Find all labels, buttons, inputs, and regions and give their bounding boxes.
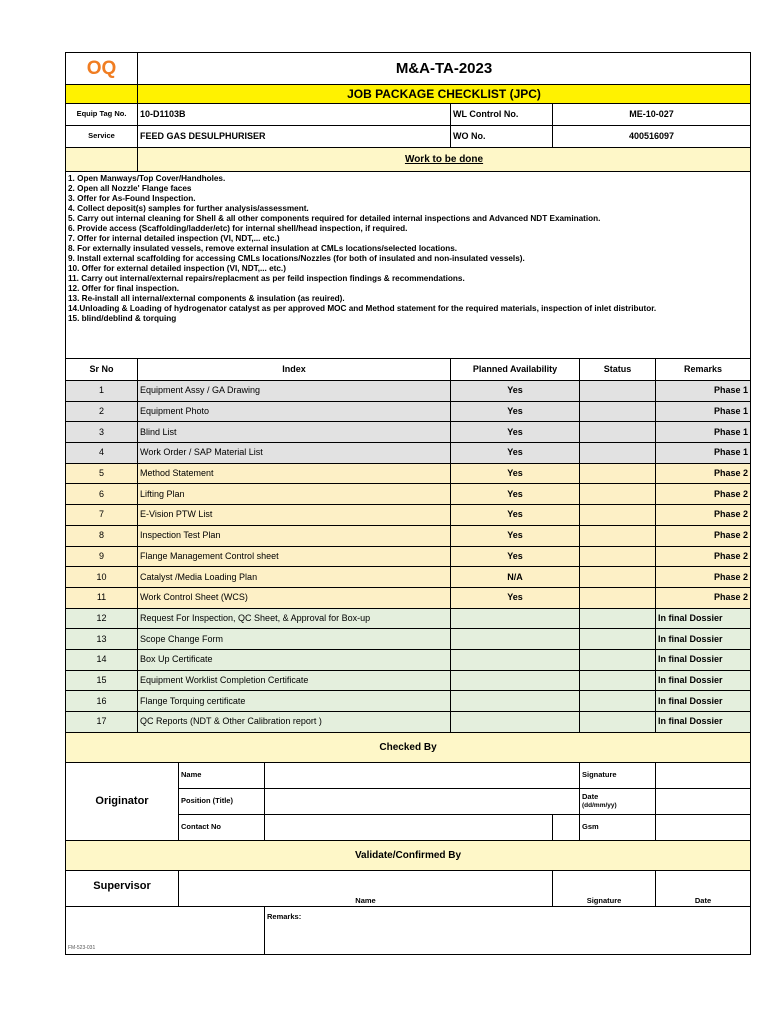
row-sr: 12: [66, 608, 138, 629]
work-line: 4. Collect deposit(s) samples for further analysis/assessment.: [68, 204, 309, 213]
row-index: Flange Torquing certificate: [138, 691, 451, 712]
row-planned: Yes: [451, 381, 580, 402]
row-status: [580, 587, 656, 608]
job-package-checklist: [65, 52, 750, 970]
row-index: Equipment Photo: [138, 401, 451, 422]
row-remarks: In final Dossier: [656, 629, 751, 650]
table-row: [66, 525, 751, 546]
row-sr: 13: [66, 629, 138, 650]
supervisor-name-label: Name: [355, 896, 376, 906]
company-logo: OQ: [66, 53, 138, 85]
row-sr: 10: [66, 567, 138, 588]
row-index: Inspection Test Plan: [138, 525, 451, 546]
originator-label: Originator: [66, 762, 179, 840]
row-remarks: In final Dossier: [656, 649, 751, 670]
row-remarks: Phase 1: [656, 401, 751, 422]
row-status: [580, 505, 656, 526]
originator-name-field[interactable]: [265, 762, 580, 788]
originator-signature-field[interactable]: [656, 762, 751, 788]
row-status: [580, 422, 656, 443]
row-planned: Yes: [451, 525, 580, 546]
row-status: [580, 567, 656, 588]
date-label: Date: [582, 792, 599, 802]
table-row: [66, 670, 751, 691]
work-line: 5. Carry out internal cleaning for Shell & all other components required for detailed internal inspections and Advanced NDT Examination.: [68, 214, 601, 223]
table-row: [66, 463, 751, 484]
row-planned: [451, 670, 580, 691]
row-index: Work Control Sheet (WCS): [138, 587, 451, 608]
table-row: [66, 608, 751, 629]
originator-date-field[interactable]: [656, 788, 751, 814]
row-planned: N/A: [451, 567, 580, 588]
row-remarks: Phase 2: [656, 463, 751, 484]
table-row: [66, 629, 751, 650]
row-index: QC Reports (NDT & Other Calibration report ): [138, 712, 451, 733]
remarks-field[interactable]: [265, 906, 751, 954]
originator-contact-extra[interactable]: [553, 814, 580, 840]
row-index: Blind List: [138, 422, 451, 443]
originator-contact-field[interactable]: [265, 814, 553, 840]
row-index: Method Statement: [138, 463, 451, 484]
row-status: [580, 381, 656, 402]
row-status: [580, 401, 656, 422]
row-planned: Yes: [451, 422, 580, 443]
row-sr: 4: [66, 443, 138, 464]
row-planned: Yes: [451, 443, 580, 464]
row-status: [580, 525, 656, 546]
originator-position-field[interactable]: [265, 788, 580, 814]
row-planned: [451, 712, 580, 733]
row-index: Box Up Certificate: [138, 649, 451, 670]
supervisor-date-label: Date: [694, 896, 712, 906]
row-sr: 7: [66, 505, 138, 526]
row-planned: Yes: [451, 463, 580, 484]
row-status: [580, 546, 656, 567]
equip-tag-value: 10-D1103B: [138, 104, 451, 126]
work-line: 14.Unloading & Loading of hydrogenator catalyst as per approved MOC and Method statement for the required materials, inspection of inlet distributor.: [68, 304, 657, 313]
work-line: 1. Open Manways/Top Cover/Handholes.: [68, 174, 226, 183]
supervisor-name-field[interactable]: [179, 870, 553, 906]
gsm-label: Gsm: [580, 814, 656, 840]
table-row: [66, 712, 751, 733]
row-index: Lifting Plan: [138, 484, 451, 505]
checked-by-heading: Checked By: [66, 732, 751, 762]
row-remarks: Phase 1: [656, 381, 751, 402]
row-sr: 8: [66, 525, 138, 546]
table-row: [66, 649, 751, 670]
work-list: [66, 172, 751, 359]
col-header-status: Status: [580, 359, 656, 381]
work-line: 8. For externally insulated vessels, remove external insulation at CMLs locations/selected locations.: [68, 244, 458, 253]
table-row: [66, 401, 751, 422]
table-row: [66, 505, 751, 526]
row-remarks: In final Dossier: [656, 691, 751, 712]
signature-label: Signature: [580, 762, 656, 788]
table-row: [66, 484, 751, 505]
row-sr: 1: [66, 381, 138, 402]
checklist-subtitle: JOB PACKAGE CHECKLIST (JPC): [138, 85, 751, 104]
row-index: Request For Inspection, QC Sheet, & Approval for Box-up: [138, 608, 451, 629]
wl-control-value: ME-10-027: [553, 104, 751, 126]
work-line: 15. blind/deblind & torquing: [68, 314, 177, 323]
row-remarks: Phase 2: [656, 546, 751, 567]
row-planned: Yes: [451, 505, 580, 526]
row-remarks: Phase 2: [656, 525, 751, 546]
work-line: 7. Offer for internal detailed inspection (VI, NDT,... etc.): [68, 234, 280, 243]
position-label: Position (Title): [179, 788, 265, 814]
row-remarks: Phase 2: [656, 587, 751, 608]
row-remarks: Phase 1: [656, 443, 751, 464]
work-heading: Work to be done: [404, 154, 484, 165]
row-sr: 2: [66, 401, 138, 422]
row-status: [580, 484, 656, 505]
row-sr: 11: [66, 587, 138, 608]
work-line: 13. Re-install all internal/external components & insulation (as reuired).: [68, 294, 345, 303]
date-format-hint: (dd/mm/yy): [582, 801, 617, 809]
remarks-label: Remarks:: [267, 911, 302, 921]
row-remarks: Phase 2: [656, 505, 751, 526]
row-index: Equipment Assy / GA Drawing: [138, 381, 451, 402]
row-sr: 9: [66, 546, 138, 567]
row-index: Flange Management Control sheet: [138, 546, 451, 567]
wo-label: WO No.: [451, 126, 553, 148]
work-line: 11. Carry out internal/external repairs/replacment as per feild inspection findings & recommendations.: [68, 274, 465, 283]
row-planned: [451, 608, 580, 629]
row-remarks: Phase 2: [656, 484, 751, 505]
row-status: [580, 691, 656, 712]
row-status: [580, 608, 656, 629]
supervisor-signature-label: Signature: [586, 896, 622, 906]
col-header-remarks: Remarks: [656, 359, 751, 381]
col-header-planned: Planned Availability: [451, 359, 580, 381]
row-sr: 15: [66, 670, 138, 691]
contact-label: Contact No: [179, 814, 265, 840]
row-status: [580, 463, 656, 484]
supervisor-date-field[interactable]: [656, 870, 751, 906]
table-row: [66, 546, 751, 567]
row-remarks: Phase 1: [656, 422, 751, 443]
work-line: 9. Install external scaffolding for accessing CMLs locations/Nozzles (for both of insulated and non-insulated vessels).: [68, 254, 525, 263]
row-status: [580, 629, 656, 650]
row-planned: Yes: [451, 401, 580, 422]
table-row: [66, 691, 751, 712]
row-sr: 3: [66, 422, 138, 443]
work-line: 3. Offer for As-Found Inspection.: [68, 194, 196, 203]
work-line: 6. Provide access (Scaffolding/ladder/etc) for internal shell/head inspection, if required.: [68, 224, 408, 233]
row-remarks: In final Dossier: [656, 712, 751, 733]
table-row: [66, 443, 751, 464]
wl-control-label: WL Control No.: [451, 104, 553, 126]
table-row: [66, 567, 751, 588]
row-index: E-Vision PTW List: [138, 505, 451, 526]
row-sr: 16: [66, 691, 138, 712]
supervisor-signature-field[interactable]: [553, 870, 656, 906]
row-sr: 5: [66, 463, 138, 484]
row-remarks: In final Dossier: [656, 670, 751, 691]
col-header-index: Index: [138, 359, 451, 381]
work-line: 10. Offer for external detailed inspection (VI, NDT,... etc.): [68, 264, 286, 273]
table-row: [66, 587, 751, 608]
service-label: Service: [66, 126, 138, 148]
service-value: FEED GAS DESULPHURISER: [138, 126, 451, 148]
row-planned: [451, 649, 580, 670]
originator-gsm-field[interactable]: [656, 814, 751, 840]
row-planned: Yes: [451, 484, 580, 505]
col-header-sr: Sr No: [66, 359, 138, 381]
equip-tag-label: Equip Tag No.: [66, 104, 138, 126]
validate-heading: Validate/Confirmed By: [66, 840, 751, 870]
row-index: Catalyst /Media Loading Plan: [138, 567, 451, 588]
row-sr: 14: [66, 649, 138, 670]
row-remarks: Phase 2: [656, 567, 751, 588]
row-sr: 17: [66, 712, 138, 733]
table-row: [66, 422, 751, 443]
row-status: [580, 443, 656, 464]
document-title: M&A-TA-2023: [138, 53, 751, 85]
row-remarks: In final Dossier: [656, 608, 751, 629]
row-index: Work Order / SAP Material List: [138, 443, 451, 464]
form-code: FM-523-031: [68, 944, 96, 951]
work-line: 12. Offer for final inspection.: [68, 284, 180, 293]
name-label: Name: [179, 762, 265, 788]
row-status: [580, 670, 656, 691]
wo-value: 400516097: [553, 126, 751, 148]
work-line: 2. Open all Nozzle' Flange faces: [68, 184, 192, 193]
row-planned: [451, 629, 580, 650]
row-planned: Yes: [451, 546, 580, 567]
table-row: [66, 381, 751, 402]
row-planned: [451, 691, 580, 712]
row-index: Equipment Worklist Completion Certificate: [138, 670, 451, 691]
row-status: [580, 712, 656, 733]
row-sr: 6: [66, 484, 138, 505]
supervisor-label: Supervisor: [66, 870, 179, 906]
row-index: Scope Change Form: [138, 629, 451, 650]
row-planned: Yes: [451, 587, 580, 608]
row-status: [580, 649, 656, 670]
